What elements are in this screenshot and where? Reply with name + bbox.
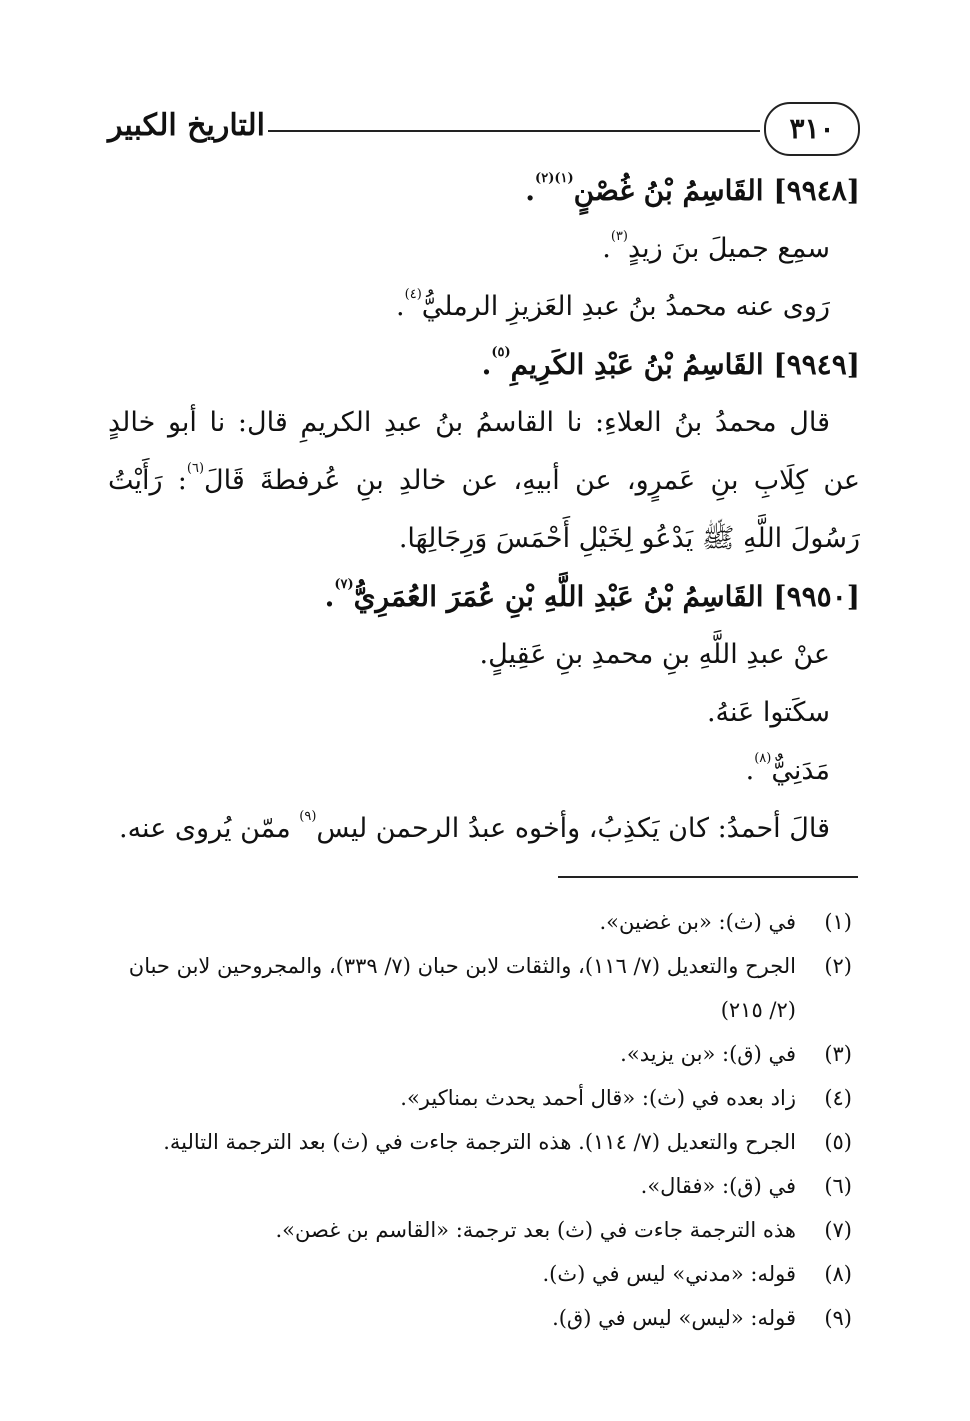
header-rule: [268, 130, 760, 132]
entry-line: قالَ أحمدُ: كان يَكذِبُ، وأخوه عبدُ الرحمن ليس$^{(٩)}$ ممّن يُروى عنه.: [119, 809, 830, 844]
entry-heading-9949: [٩٩٤٩] القَاسِمُ بْنُ عَبْدِ الكَرِيمِ$^{(٥)}$.: [481, 345, 860, 381]
footnote: [112, 1208, 852, 1252]
footnote-text: الجرح والتعديل (٧/ ١١٦)، والثقات لابن حبان (٧/ ٣٣٩)، والمجروحين لابن حبان (٢/ ٢١٥): [128, 954, 796, 1022]
entry-paragraph-line: قال محمدُ بنُ العلاءِ: نا القاسمُ بنُ عبدِ الكريمِ قال: نا أبو خالدٍ: [108, 407, 830, 438]
footnote: [112, 1032, 852, 1076]
footnote-ref: (١)(٢): [535, 171, 574, 186]
entry-line: سمِع جميلَ بنَ زيدٍ$^{(٣)}$.: [602, 229, 830, 264]
footnote-text: في (ث): «بن غضين».: [599, 910, 796, 934]
footnote-ref: (٩): [299, 809, 317, 824]
footnote-ref: (٦): [186, 461, 205, 476]
entry-line: سكَتوا عَنهُ.: [706, 697, 830, 728]
footnote-ref: (٣): [610, 229, 628, 244]
footnote-ref: (٤): [404, 287, 422, 302]
entry-heading-9950: [٩٩٥٠] القَاسِمُ بْنُ عَبْدِ اللَّهِ بْنِ عُمَرَ العُمَرِيُّ$^{(٧)}$.: [324, 577, 860, 613]
footnote-text: في (ق): «فقال».: [640, 1174, 796, 1198]
book-title: التاريخ الكبير: [108, 108, 266, 143]
footnote-number: (١): [824, 910, 852, 934]
main-text: [108, 162, 860, 858]
footnote-ref: (٨): [754, 751, 772, 766]
footnote-text: هذه الترجمة جاءت في (ث) بعد ترجمة: «القاسم بن غصن».: [275, 1218, 796, 1242]
footnote-number: (٨): [824, 1262, 852, 1286]
entry-heading-9948: [٩٩٤٨] القَاسِمُ بْنُ غُصْنٍ$^{(١)(٢)}$.: [525, 171, 860, 207]
entry-line: مَدَنِيٌّ$^{(٨)}$.: [745, 751, 830, 786]
page-number: ٣١٠: [764, 102, 860, 156]
footnote-text: قوله: «ليس» ليس في (ق).: [552, 1306, 796, 1330]
footnote-text: في (ق): «بن يزيد».: [620, 1042, 796, 1066]
footnote-number: (٧): [824, 1218, 852, 1242]
entry-paragraph-line: عن كِلَابِ بنِ عَمرٍو، عن أبيهِ، عن خالدِ بنِ عُرفطةَ قَالَ$^{(٦)}$: رَأَيْتُ: [108, 461, 860, 496]
footnote: [112, 1120, 852, 1164]
footnote: [112, 1296, 852, 1340]
footnote-ref: (٥): [491, 345, 511, 360]
footnote-text: زاد بعده في (ث): «قال أحمد يحدث بمناكير».: [400, 1086, 796, 1110]
footnote: [112, 900, 852, 944]
footnote-ref: (٧): [334, 577, 354, 592]
entry-paragraph-line: رَسُولَ اللَّهِ ﷺ يَدْعُو لِخَيْلِ أَحْمَسَ وَرِجَالِهَا.: [398, 523, 860, 554]
footnote: [112, 1164, 852, 1208]
footnote-divider: [558, 876, 858, 878]
footnote-number: (٢): [824, 954, 852, 978]
footnote: [112, 1252, 852, 1296]
footnotes: [112, 900, 852, 1340]
footnote-number: (٩): [824, 1306, 852, 1330]
footnote-number: (٦): [824, 1174, 852, 1198]
footnote-number: (٤): [824, 1086, 852, 1110]
footnote: [112, 1076, 852, 1120]
footnote-text: قوله: «مدني» ليس في (ث).: [542, 1262, 796, 1286]
entry-line: عنْ عبدِ اللَّهِ بنِ محمدِ بنِ عَقِيلٍ.: [479, 639, 830, 670]
footnote: [112, 944, 852, 1032]
footnote-text: الجرح والتعديل (٧/ ١١٤). هذه الترجمة جاءت في (ث) بعد الترجمة التالية.: [163, 1130, 796, 1154]
footnote-number: (٣): [824, 1042, 852, 1066]
page-header: [108, 100, 860, 162]
footnote-number: (٥): [824, 1130, 852, 1154]
entry-line: رَوى عنه محمدُ بنُ عبدِ العَزيزِ الرمليُّ$^{(٤)}$.: [396, 287, 830, 322]
